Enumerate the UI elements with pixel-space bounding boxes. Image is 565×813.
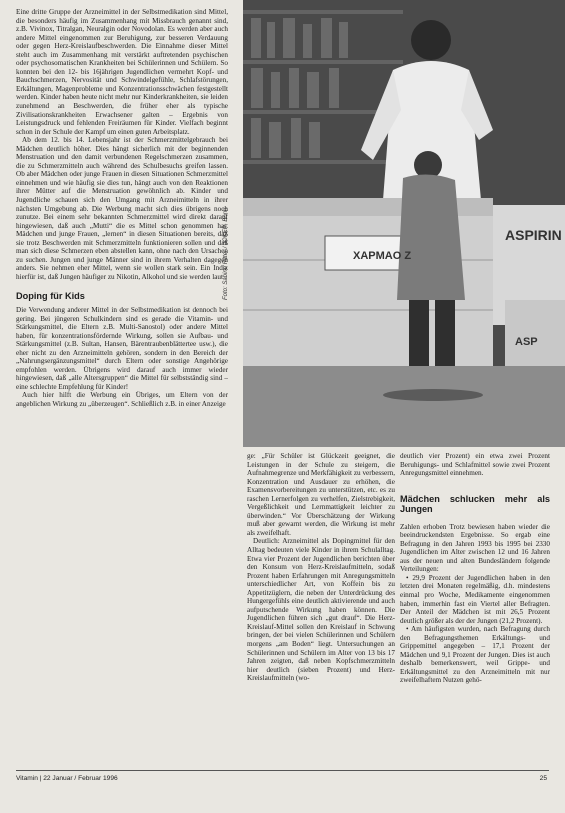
photo-credit: Foto: Sabine Ritter / JOKER, Bonn: [223, 207, 229, 300]
left-text-column: [16, 8, 228, 764]
right-text-column: [400, 452, 550, 764]
pharmacy-photo: [243, 0, 565, 447]
body-paragraph: Auch hier hilft die Werbung ein Übriges, um Eltern von der angeblichen Wirkung zu „überzeugen“. Schließlich z.B. in einer Anzeige: [16, 391, 228, 409]
body-paragraph: Zahlen erhoben Trotz bewiesen haben wieder die beeindruckendsten Ergebnisse. So ergab eine Befragung in den Jahren 1993 bis 1995 bei 2330 Jugendlichen im Alter zwischen 12 und 16 Jahren aus der neuen und alten Bundesländern folgende Verteilungen:: [400, 522, 550, 574]
sign-right-small-text: ASP: [515, 336, 538, 348]
sign-left-text: XAPMAO Z: [353, 250, 412, 262]
photo-illustration: [243, 0, 565, 447]
body-paragraph: • 29,9 Prozent der Jugendlichen haben in den letzten drei Monaten regelmäßig, d.h. mindestens einmal pro Woche, Medikamente eingenommen haben, immerhin fast ein Viertel aller Befragten. Der Anteil der Mädchen ist mit 26,5 Prozent deutlich größer als der der Jungen (21,2 Prozent).: [400, 573, 550, 625]
body-paragraph: Die Verwendung anderer Mittel in der Selbstmedikation ist dennoch bei gering. Bei jüngeren Schulkindern sind es gerade die Vitamin- und Stärkungsmittel, die Eltern z.B. Multi-Sanostol) oder andere Mittel haben, für konzentrationsfördernde Wirkung, sollen sie Aufbau- und Stärkungsmittel (z.B. Sultan, Hansen, Bärentraubenblättertee usw.), die eher nicht zu den Arzneimitteln gehören, sondern in den Bereich der „Nahrungsergänzungsmittel“ durch Eltern oder sonstige Angehörige empfohlen werden. Übrigens wird darauf auch immer wieder hingewiesen, daß „alle Altersgruppen“ die Mittel für selbstständig sind – eine schlechte Empfehlung für Kinder!: [16, 306, 228, 391]
sign-right-text: ASPIRIN: [505, 227, 562, 243]
body-paragraph: Ab dem 12. bis 14. Lebensjahr ist der Schmerzmittelgebrauch bei Mädchen deutlich höher. Dies hängt sicherlich mit der beginnenden Menstruation und den damit verbundenen Regelschmerzen zusammen, die zu Schmerzmitteln auch während des Schulbesuchs greifen lassen. Ob aber Mädchen oder junge Frauen in diesen Situationen Schmerzmittel einnehmen und wie häufig sie dies tun, hängt auch von den Reaktionen ihrer Mütter auf die Menstruation gewöhnlich ab. Kinder und Jugendliche schauen sich den Umgang mit Arzneimitteln in ihrer nächsten Umgebung ab. Die Werbung macht sich dies übrigens noch zunutze. Bei einem sehr bekannten Schmerzmittel wird direkt darauf hingewiesen, daß auch „Mutti“ die es Mittel schon genommen hat. Mädchen und junge Frauen, „lernen“ in diesen Situationen bereits, daß sie trotz Beschwerden mit Schmerzmitteln funktionieren sollen und daß man sich diese Schmerzen eben abstellen kann, ohne nach den Ursachen zu suchen. Jungen und junge Männer sind in ihrem Verhalten dagegen anders. Sie nehmen eher Mittel, wenn sie wollen stark sein. Ein Indiz hierfür ist, daß Jungen häufiger zu Nikotin, Alkohol und sie werden laut.: [16, 136, 228, 281]
body-paragraph: deutlich vier Prozent) ein etwa zwei Prozent Beruhigungs- und Schlafmittel sowie zwei Prozent Anregungsmittel einnehmen.: [400, 452, 550, 478]
body-paragraph: ge: „Für Schüler ist Glückzeit geeignet, die Leistungen in der Schule zu steigern, die Aufnahmegrenze und Merkfähigkeit zu verbessern, Konzentration und Ausdauer zu erhöhen, die Examensvorbereitungen zu unterstützen, etc. es zu raschen Lernerfolgen zu verhelfen, Zielstrebigkeit, Vergeßlichkeit und Lernmattigkeit leichter zu überwinden.“ Vor Überschätzung der Wirkung muß aber gewarnt werden, die Wirkung ist mehr als zweifelhaft.: [247, 452, 395, 537]
footer-issue: Vitamin | 22 Januar / Februar 1996: [16, 775, 118, 782]
body-paragraph: Eine dritte Gruppe der Arzneimittel in der Selbstmedikation sind Mittel, die besonders häufig im Zusammenhang mit Missbrauch genannt sind, z.B. Vivinox, Titralgan, Neuralgin oder Novodolan. Es werden aber auch andere Mittel eingenommen zur Beruhigung, zur besseren Verdauung oder gegen Herz-Kreislaufbeschwerden. Die Einnahme dieser Mittel steht auch im Zusammenhang mit verstärkt auftretenden psychischen oder psychosomatischen Krankheiten bei Schülerinnen und Schülern. So konnten bei den 12- bis 16jährigen Jugendlichen vermehrt Kopf- und Bauchschmerzen, Nervosität und Schwindelgefühle, Schlafstörungen, Erkältungen, Magenprobleme und Konzentrationsschwächen festgestellt werden. Kinder haben heute nicht mehr nur Kinderkrankheiten, sie leiden zunehmend an Beschwerden, die früher eher als typische Zivilisationskrankheiten Erwachsener galten – Ergebnis von Leistungsdruck und fehlenden Freiräumen für Kinder. Vielfach beginnt schon in der Schule der Kampf um einen guten Arbeitsplatz.: [16, 8, 228, 136]
section-heading: Doping für Kids: [16, 290, 85, 301]
middle-text-column: [247, 452, 395, 764]
page-number: 25: [539, 775, 547, 782]
body-paragraph: Deutlich: Arzneimittel als Dopingmittel für den Alltag bedeuten viele Kinder in ihrem Schulalltag. Etwa vier Prozent der Jugendlichen berichten über den Konsum von Herz-Kreislaufmitteln, sodaß Prozent haben Erfahrungen mit Anregungsmitteln unterschiedlicher Art, von Koffein bis zu Appetitzüglern, die neben der Unterdrückung des Hungergefühls eine deutlich aktivierende und auch aufputschende Wirkung haben können. Die Jugendlichen führen sich „gut drauf“. Die Herz-Kreislauf-Mittel sollen den Kreislauf in Schwung bringen, der bei vielen Schülerinnen und Schülern morgens „am Boden“ liegt. Untersuchungen an Schülerinnen und Schülern im Alter von 13 bis 17 Jahren zeigten, daß neben Kopfschmerzmitteln hier deutlich (sieben Prozent) und Herz-Kreislaufmitteln (wo-: [247, 537, 395, 683]
section-heading: Mädchen schlucken mehr als Jungen: [400, 493, 550, 515]
footer-rule: [16, 770, 549, 771]
body-paragraph: • Am häufigsten wurden, nach Befragung durch den Befragungsthemen Erkältungs- und Grippemittel angegeben – 17,1 Prozent der Mädchen und 9,1 Prozent der Jungen. Dies ist auch deshalb bemerkenswert, weil Grippe- und Erkältungsmittel zu den Arzneimitteln mit nur zweifelhaftem Nutzen gehö-: [400, 625, 550, 685]
